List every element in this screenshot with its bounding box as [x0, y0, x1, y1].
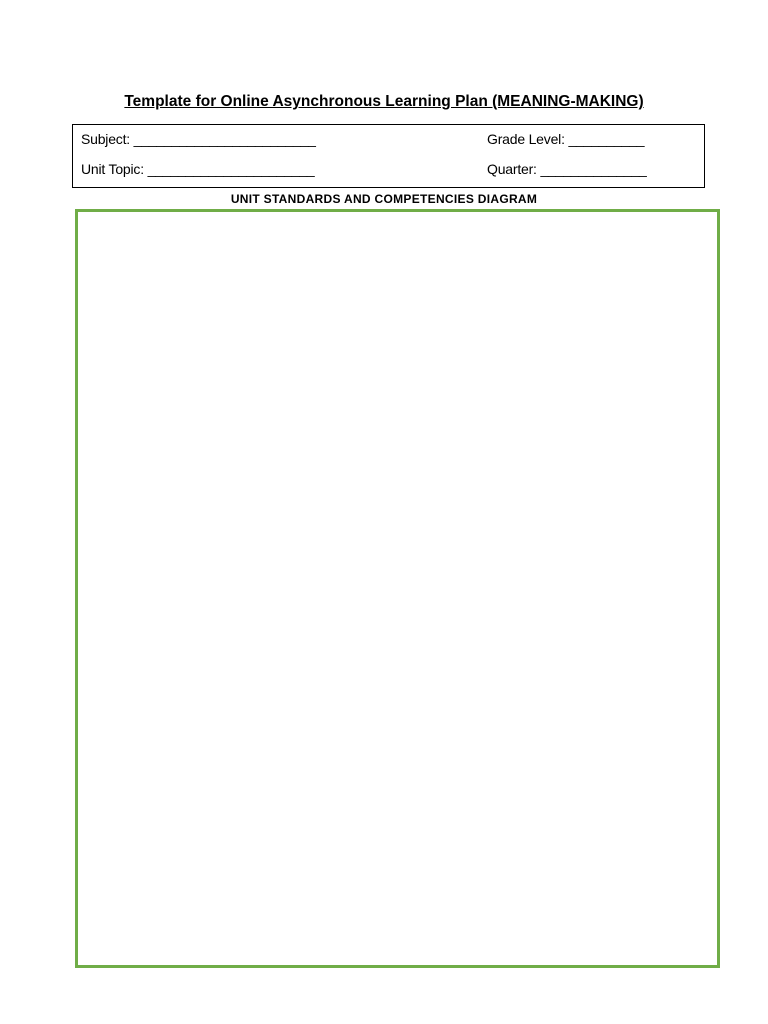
- quarter-field[interactable]: Quarter: ______________: [487, 161, 647, 177]
- unit-topic-field[interactable]: Unit Topic: ______________________: [81, 161, 315, 177]
- section-heading: UNIT STANDARDS AND COMPETENCIES DIAGRAM: [230, 192, 538, 206]
- grade-level-field[interactable]: Grade Level: __________: [487, 131, 645, 147]
- info-box: [72, 124, 705, 188]
- subject-field[interactable]: Subject: ________________________: [81, 131, 316, 147]
- diagram-area[interactable]: [75, 209, 720, 968]
- document-title: Template for Online Asynchronous Learning Plan (MEANING-MAKING): [124, 93, 644, 110]
